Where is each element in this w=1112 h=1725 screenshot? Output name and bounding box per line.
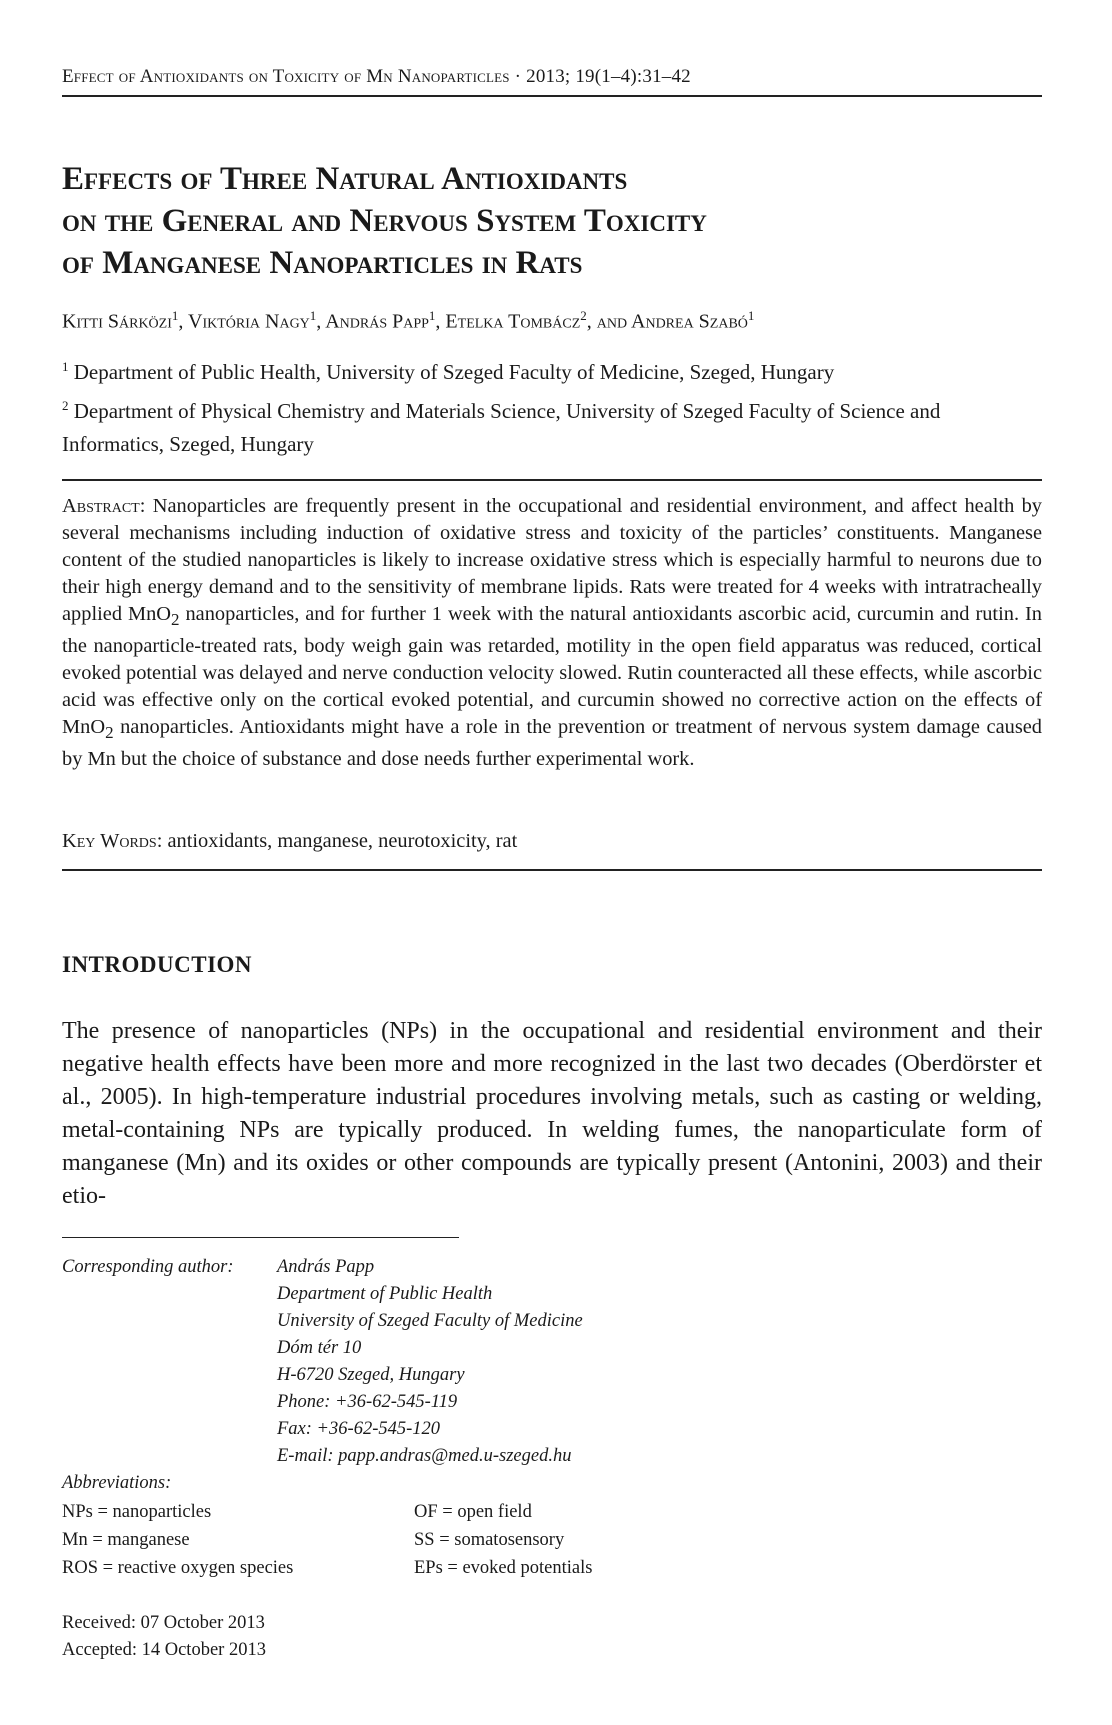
corresponding-street: Dóm tér 10 [277, 1338, 362, 1358]
affiliation-sup: 1 [62, 359, 69, 374]
author-affil-sup: 1 [309, 308, 317, 323]
journal-page [62, 0, 1042, 1725]
author-separator: , [316, 310, 326, 333]
corresponding-department: Department of Public Health [277, 1284, 493, 1304]
affiliation-2 [62, 389, 1042, 461]
footnote-rule [62, 1237, 459, 1238]
abstract-text-1: Nanoparticles are frequently present in the occupational and residential environment, and affect health by several mechanisms including induction of oxidative stress and toxicity of the particles’ constituents. Manganese content of the studied nanoparticles is likely to increase oxidative stress which is especially harmful to neurons due to their high energy demand and to the sensitivity of membrane lipids. Rats were treated for 4 weeks with intratracheally applied MnO [62, 495, 1042, 625]
author-affil-sup: 1 [428, 308, 436, 323]
author-separator: , and [586, 310, 632, 333]
running-head: Effect of Antioxidants on Toxicity of Mn Nanoparticles · 2013; 19(1–4):31–42 [62, 66, 691, 87]
abbreviation-row [62, 1526, 762, 1554]
abbreviation-row [62, 1498, 762, 1526]
abbreviation-entry: NPs = nanoparticles [62, 1502, 212, 1522]
keywords [62, 830, 1042, 853]
author-separator: , [178, 310, 189, 333]
author-affil-sup: 2 [580, 308, 587, 323]
title-line-1: Effects of Three Natural Antioxidants [62, 161, 628, 197]
title-line-3: of Manganese Nanoparticles in Rats [62, 245, 583, 281]
abstract-bottom-rule [62, 869, 1042, 871]
affiliation-1 [62, 350, 1042, 389]
article-title [62, 158, 1042, 284]
abstract-top-rule [62, 479, 1042, 481]
abstract-subscript: 2 [105, 723, 114, 743]
author-name: Andrea Szabó [631, 310, 748, 333]
title-line-2: on the General and Nervous System Toxicity [62, 203, 707, 239]
header-rule [62, 95, 1042, 97]
corresponding-author-details [277, 1254, 583, 1470]
author-name: Kitti Sárközi [62, 310, 172, 333]
keywords-text: antioxidants, manganese, neurotoxicity, rat [167, 830, 518, 852]
corresponding-email: E-mail: papp.andras@med.u-szeged.hu [277, 1446, 572, 1466]
abbreviations-table [62, 1498, 762, 1582]
abstract-text-3: nanoparticles. Antioxidants might have a role in the prevention or treatment of nervous system damage caused by Mn but the choice of substance and dose needs further experimental work. [62, 716, 1042, 771]
affiliation-sup: 2 [62, 398, 69, 413]
section-heading-introduction: INTRODUCTION [62, 952, 253, 977]
keywords-label: Key Words: [62, 830, 163, 852]
abbreviation-entry: EPs = evoked potentials [414, 1558, 593, 1578]
author-name: Viktória Nagy [188, 310, 310, 333]
author-affil-sup: 1 [747, 308, 755, 323]
author-affil-sup: 1 [171, 308, 179, 323]
abstract-label: Abstract: [62, 495, 146, 517]
abbreviation-row [62, 1554, 762, 1582]
article-dates [62, 1610, 266, 1664]
corresponding-institution: University of Szeged Faculty of Medicine [277, 1311, 583, 1331]
corresponding-phone: Phone: +36-62-545-119 [277, 1392, 458, 1412]
abstract-subscript: 2 [171, 610, 180, 630]
author-separator: , [435, 310, 446, 333]
corresponding-name: András Papp [277, 1257, 375, 1277]
abstract [62, 493, 1042, 773]
affiliations [62, 350, 1042, 461]
author-list [62, 308, 1042, 334]
corresponding-city: H-6720 Szeged, Hungary [277, 1365, 465, 1385]
affiliation-text: Department of Public Health, University of Szeged Faculty of Medicine, Szeged, Hungary [73, 360, 835, 384]
abbreviation-entry: OF = open field [414, 1502, 532, 1522]
corresponding-fax: Fax: +36-62-545-120 [277, 1419, 441, 1439]
abbreviation-entry: Mn = manganese [62, 1530, 190, 1550]
abbreviations-title: Abbreviations: [62, 1473, 172, 1493]
introduction-paragraph: The presence of nanoparticles (NPs) in the occupational and residential environment and their negative health effects have been more and more recognized in the last two decades (Oberdörster et al., 2005). In high-temperature industrial procedures involving metals, such as casting or welding, metal-containing NPs are typically produced. In welding fumes, the nanoparticulate form of manganese (Mn) and its oxides or other compounds are typically present (Antonini, 2003) and their etio- [62, 1018, 1042, 1209]
corresponding-author-label: Corresponding author: [62, 1257, 234, 1277]
author-name: Etelka Tombácz [445, 310, 581, 333]
abbreviation-entry: ROS = reactive oxygen species [62, 1558, 294, 1578]
received-date: Received: 07 October 2013 [62, 1613, 265, 1633]
abbreviation-entry: SS = somatosensory [414, 1530, 565, 1550]
accepted-date: Accepted: 14 October 2013 [62, 1640, 266, 1660]
author-name: András Papp [325, 310, 429, 333]
affiliation-text: Department of Physical Chemistry and Materials Science, University of Szeged Faculty of Science and Informatics, Szeged, Hungary [62, 399, 941, 456]
abstract-text-2: nanoparticles, and for further 1 week with the natural antioxidants ascorbic acid, curcumin and rutin. In the nanoparticle-treated rats, body weigh gain was retarded, motility in the open field apparatus was reduced, cortical evoked potential was delayed and nerve conduction velocity slowed. Rutin counteracted all these effects, while ascorbic acid was effective only on the cortical evoked potential, and curcumin showed no corrective action on the effects of MnO [62, 603, 1042, 739]
